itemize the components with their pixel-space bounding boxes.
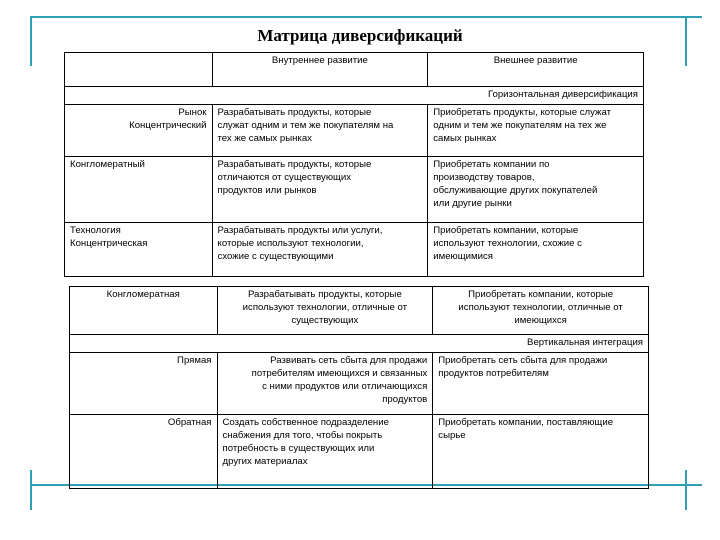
row-external: Приобретать компании, которые используют технологии, отличные от имеющихся <box>458 289 623 326</box>
row-external: Приобретать продукты, которые служат одним и тем же покупателям на тех же самых рынках <box>433 106 611 144</box>
row-name: Конгломератная <box>106 289 180 300</box>
row-name: Конгломератный <box>70 158 145 170</box>
row-external: Приобретать компании, поставляющие сырье <box>438 416 614 441</box>
row-external: Приобретать компании, которые используют технологии, схожие с имеющимися <box>433 224 582 262</box>
bottom-left-rule <box>30 470 32 510</box>
vertical-label: Вертикальная интеграция <box>70 335 649 353</box>
row-internal: Разрабатывать продукты, которые служат одним и тем же покупателям на тех же самых рынках <box>217 106 394 144</box>
row-internal: Разрабатывать продукты или услуги, которые используют технологии, схожие с существующими <box>217 224 383 262</box>
row-name: Технология Концентрическая <box>70 224 148 249</box>
diversification-table-upper <box>64 52 644 277</box>
row-internal: Разрабатывать продукты, которые отличаются от существующих продуктов или рынков <box>217 158 372 196</box>
table-row <box>65 222 644 276</box>
row-name: Прямая <box>177 354 212 366</box>
table-row <box>70 414 649 488</box>
header-external: Внешнее развитие <box>428 53 644 87</box>
vertical-section-row <box>70 335 649 353</box>
row-internal: Разрабатывать продукты, которые используют технологии, отличные от существующих <box>242 289 408 326</box>
table-row <box>70 352 649 414</box>
left-rule <box>30 16 32 66</box>
row-external: Приобретать компании по производству товаров, обслуживающие других покупателей или другие рынки <box>433 158 598 209</box>
table-row <box>65 156 644 222</box>
horizontal-label: Горизонтальная диверсификация <box>65 87 644 105</box>
header-empty-cell <box>65 53 213 87</box>
row-external: Приобретать сеть сбыта для продажи продуктов потребителям <box>438 354 608 379</box>
diversification-table-lower <box>69 286 649 489</box>
horizontal-section-row <box>65 87 644 105</box>
page-title: Матрица диверсификаций <box>257 26 463 45</box>
right-rule <box>685 16 687 66</box>
header-internal: Внутреннее развитие <box>212 53 428 87</box>
table-row <box>70 287 649 335</box>
bottom-right-rule <box>685 470 687 510</box>
header-row <box>65 53 644 87</box>
top-rule <box>30 16 702 18</box>
table-row <box>65 104 644 156</box>
row-internal: Создать собственное подразделение снабжения для того, чтобы покрыть потребность в существующих или других материалах <box>222 416 389 467</box>
row-name: Рынок Концентрический <box>129 106 207 131</box>
row-internal: Развивать сеть сбыта для продажи потребителям имеющихся и связанных с ними продуктов или отличающихся продуктов <box>251 354 428 405</box>
row-name: Обратная <box>167 416 212 428</box>
